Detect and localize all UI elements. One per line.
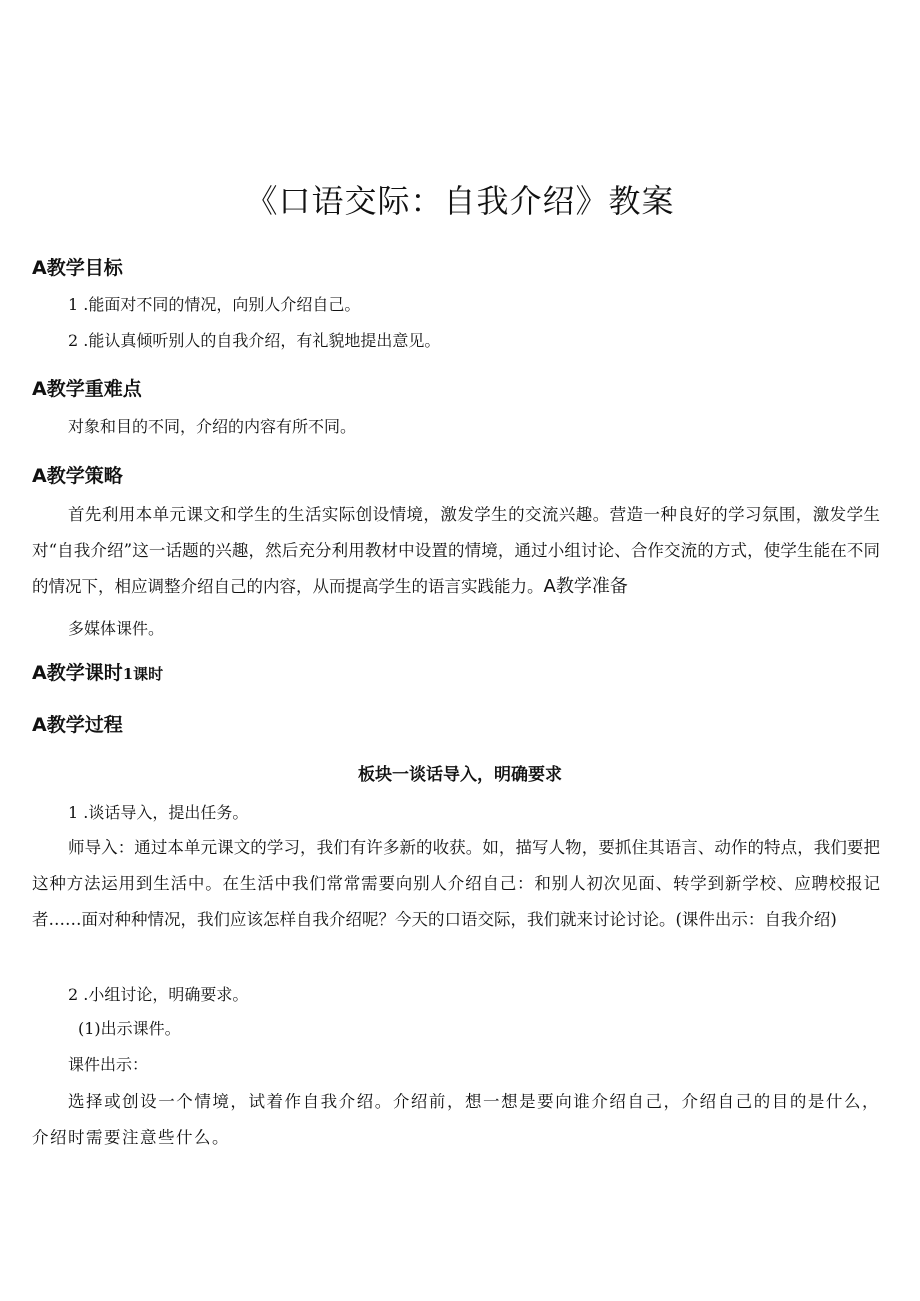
strategy-text: 首先利用本单元课文和学生的生活实际创设情境，激发学生的交流兴趣。营造一种良好的学习氛围，激发学生对“自我介绍”这一话题的兴趣，然后充分利用教材中设置的情境，通过小组讨论、合作交流的方式，使学生能在不同的情况下，相应调整介绍自己的内容，从而提高学生的语言实践能力。 (32, 505, 880, 596)
hours-value: 1课时 (122, 665, 164, 683)
strategy-heading: A教学策略 (32, 465, 123, 487)
courseware-text: 选择或创设一个情境，试着作自我介绍。介绍前，想一想是要向谁介绍自己，介绍自己的目的是什么，介绍时需要注意些什么。 (32, 1092, 880, 1147)
goal-item-2: 2 .能认真倾听别人的自我介绍，有礼貌地提出意见。 (68, 331, 441, 350)
preparation-heading: A教学准备 (543, 576, 628, 597)
teacher-intro-paragraph: 师导入：通过本单元课文的学习，我们有许多新的收获。如，描写人物，要抓住其语言、动作的特点，我们要把这种方法运用到生活中。在生活中我们常常需要向别人介绍自己：和别人初次见面、转学到新学校、应聘校报记者……面对种种情况，我们应该怎样自我介绍呢？今天的口语交际，我们就来讨论讨论。(课件出示：自我介绍) (32, 838, 880, 929)
goals-heading: A教学目标 (32, 257, 123, 279)
key-points-text: 对象和目的不同，介绍的内容有所不同。 (68, 417, 357, 436)
process-heading: A教学过程 (32, 714, 123, 736)
hours-heading: A教学课时 (32, 662, 123, 684)
courseware-label: 课件出示： (68, 1055, 149, 1074)
document-title: 《口语交际：自我介绍》教案 (245, 182, 675, 220)
hours-heading-row (32, 660, 163, 687)
key-points-heading: A教学重难点 (32, 378, 142, 400)
step-1: 1 .谈话导入，提出任务。 (68, 803, 249, 822)
preparation-text: 多媒体课件。 (68, 619, 165, 638)
sub-step-1: (1)出示课件。 (78, 1019, 181, 1038)
strategy-paragraph (32, 497, 880, 605)
block-title: 板块一谈话导入，明确要求 (358, 765, 562, 785)
goal-item-1: 1 .能面对不同的情况，向别人介绍自己。 (68, 295, 361, 314)
step-2: 2 .小组讨论，明确要求。 (68, 985, 249, 1004)
